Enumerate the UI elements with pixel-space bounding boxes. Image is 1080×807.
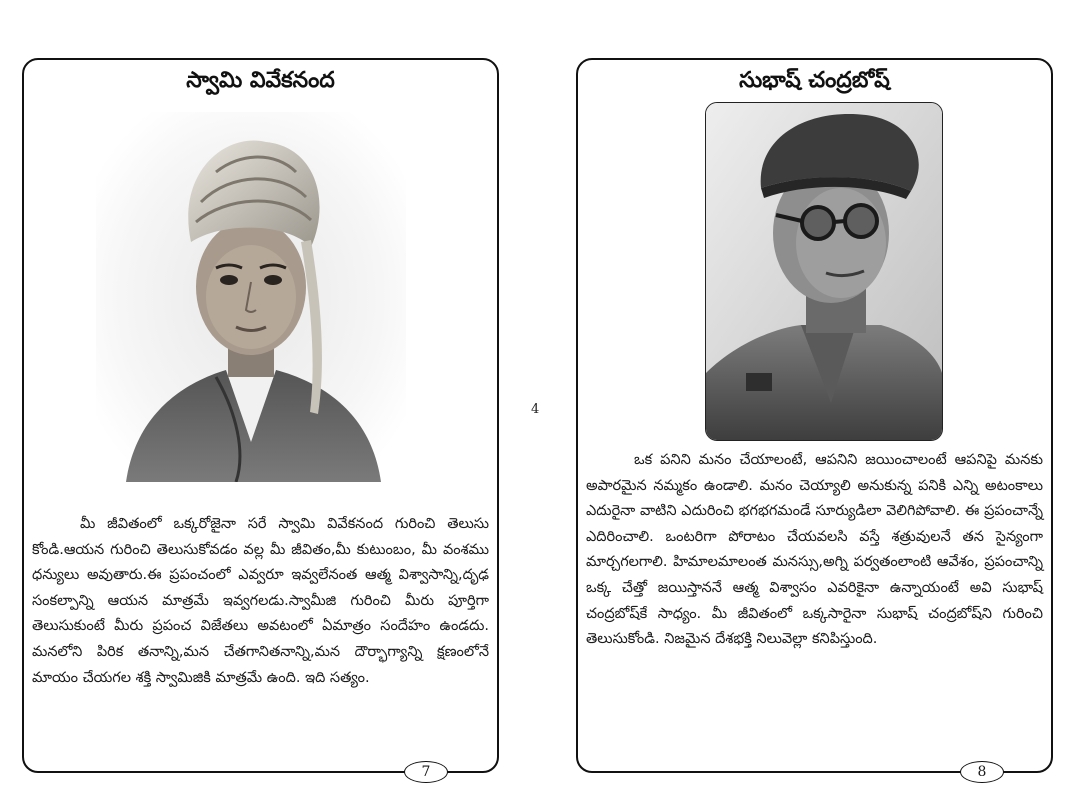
- paragraph-vivekananda: [32, 512, 489, 691]
- page-card-bose: [576, 58, 1053, 780]
- page-title-bose: సుభాష్ చంద్రబోష్: [739, 68, 890, 93]
- page-title-vivekananda: స్వామి వివేకనంద: [186, 68, 335, 93]
- paragraph-bose: [586, 448, 1043, 653]
- portrait-vivekananda-image: [96, 112, 406, 482]
- page-number-badge: 8: [960, 761, 1004, 783]
- page-number-badge: 7: [404, 761, 448, 783]
- portrait-bose-image: [705, 102, 943, 441]
- paragraph-text: ఒక పనిని మనం చేయాలంటే, ఆపనిని జయించాలంటే ఆపనిపై మనకు అపారమైన నమ్మకం ఉండాలి. మనం చెయ్యాలి అనుకున్న పనికి ఎన్ని అటంకాలు ఎదురైనా వాటిని ఎదురించి భగభగమండే సూర్యుడిలా వెలిగిపోవాలి. ఈ ప్రపంచాన్నే ఎదిరించాలి. ఒంటరిగా పోరాటం చేయవలసి వస్తే శత్రువులనే తన సైన్యంగా మార్చగలగాలి. హిమాలమాలంత మనస్సు,అగ్ని పర్వతంలాంటి ఆవేశం, ప్రపంచాన్ని ఒక్క చేత్తో జయిస్తాననే ఆత్మ విశ్వాసం ఎవరికైనా ఉన్నాయంటే అవి సుభాష్ చంద్రబోష్‌కే సాధ్యం. మీ జీవితంలో ఒక్కసారైనా సుభాష్ చంద్రబోష్‌ని గురించి తెలుసుకోండి. నిజమైన దేశభక్తి నిలువెల్లా కనిపిస్తుంది.: [586, 452, 1043, 648]
- portrait-subhash-chandra-bose-icon: [706, 103, 942, 440]
- paragraph-text: మీ జీవితంలో ఒక్కరోజైనా సరే స్వామి వివేకనంద గురించి తెలుసు కోండి.ఆయన గురించి తెలుసుకోవడం వల్ల మీ జీవితం,మీ కుటుంబం, మీ వంశము ధన్యులు అవుతారు.ఈ ప్రపంచంలో ఎవ్వరూ ఇవ్వలేనంత ఆత్మ విశ్వాసాన్ని,దృఢ సంకల్పాన్ని ఆయన మాత్రమే ఇవ్వగలడు.స్వామీజి గురించి మీరు పూర్తిగా తెలుసుకుంటే మీరు ప్రపంచ విజేతలు అవటంలో ఏమాత్రం సందేహం ఉండదు. మనలోని పిరిక తనాన్ని,మన చేతగానితనాన్ని,మన దౌర్భాగ్యాన్ని క్షణంలోనే మాయం చేయగల శక్తి స్వామిజికి మాత్రమే ఉంది. ఇది సత్యం.: [32, 516, 489, 686]
- gutter-number: 4: [531, 402, 540, 417]
- portrait-swami-vivekananda-icon: [96, 112, 406, 482]
- page-card-vivekananda: [22, 58, 499, 780]
